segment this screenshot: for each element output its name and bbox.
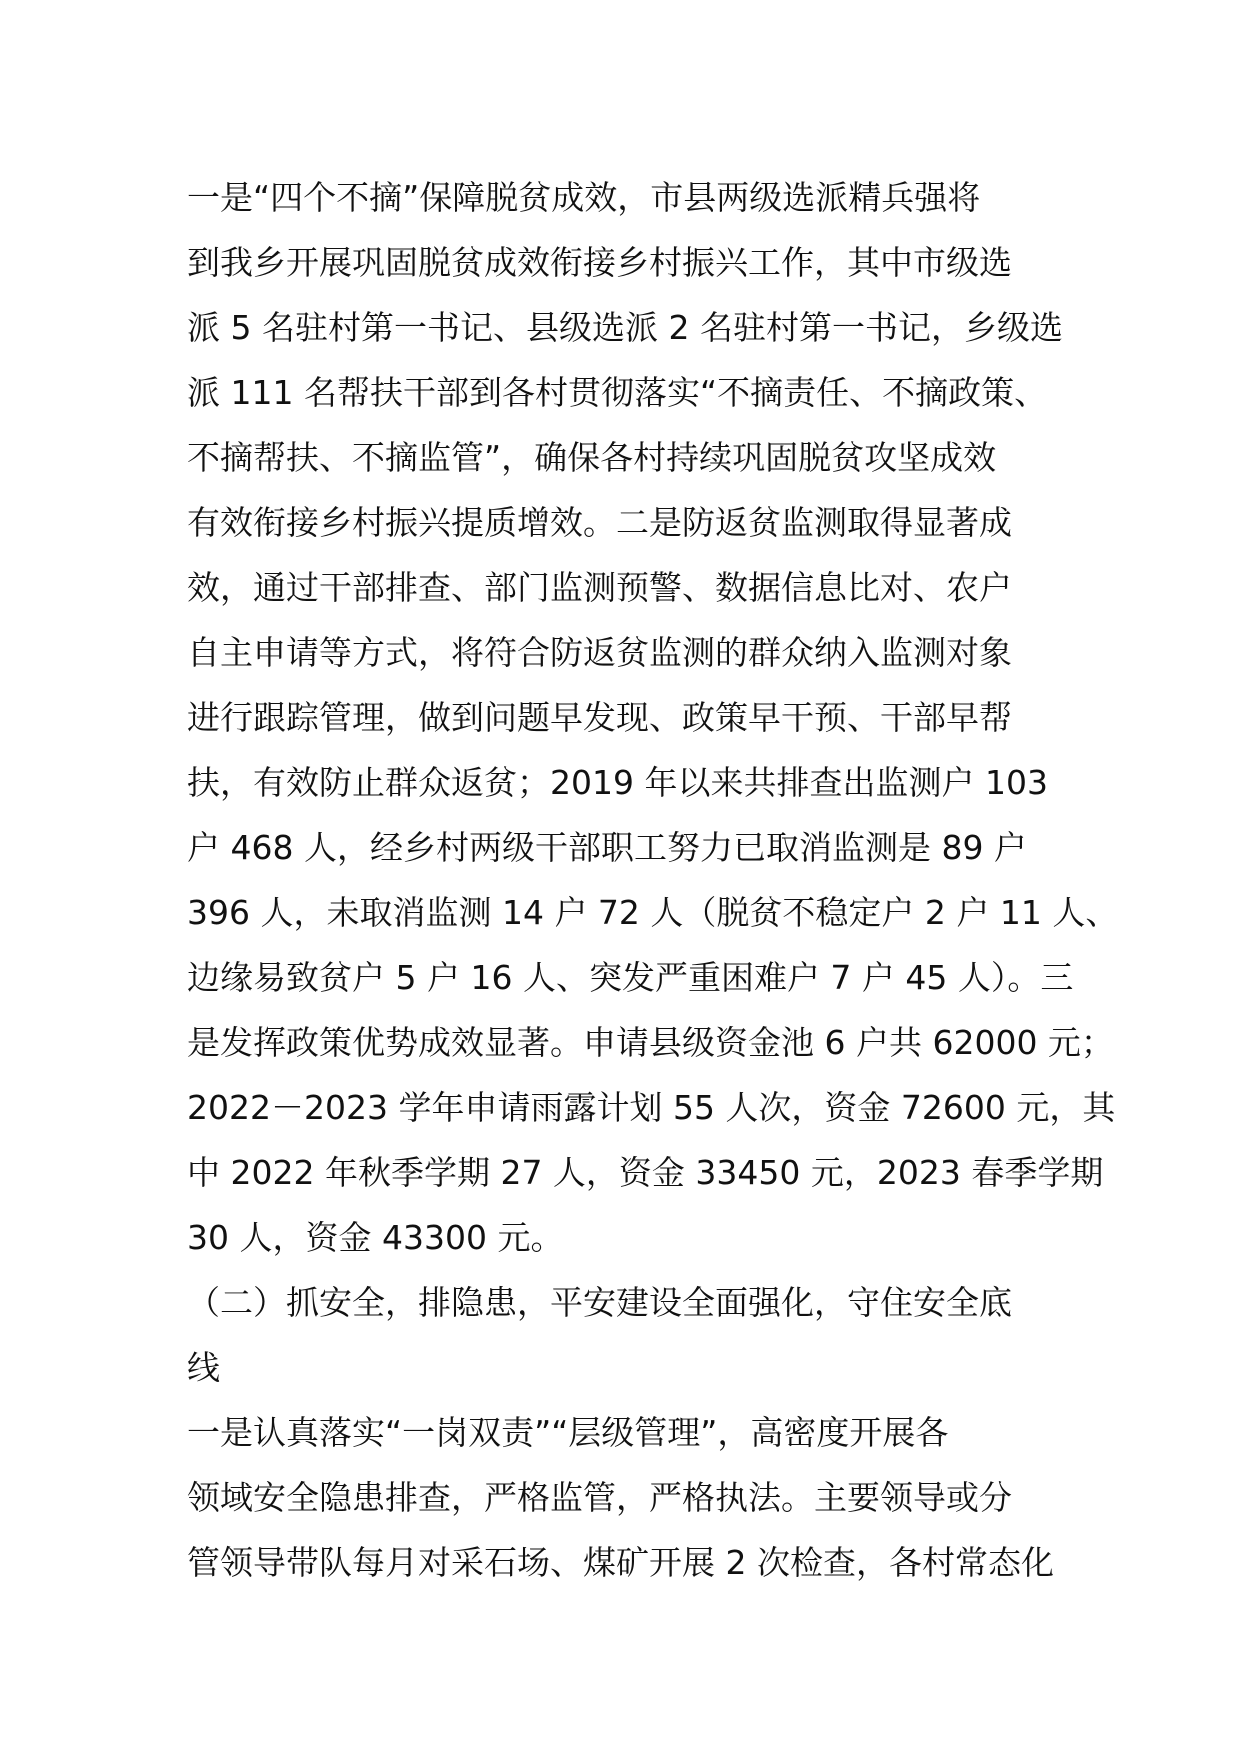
text-line: 效，通过干部排查、部门监测预警、数据信息比对、农户: [187, 568, 1012, 607]
text-line: 一是“四个不摘”保障脱贫成效，市县两级选派精兵强将: [187, 178, 981, 217]
text-line: 边缘易致贫户 5 户 16 人、突发严重困难户 7 户 45 人）。三: [187, 958, 1074, 997]
text-line: 2022－2023 学年申请雨露计划 55 人次，资金 72600 元，其: [187, 1088, 1116, 1127]
heading-line: 线: [187, 1348, 220, 1387]
text-line: 30 人，资金 43300 元。: [187, 1218, 564, 1257]
text-line: 不摘帮扶、不摘监管”，确保各村持续巩固脱贫攻坚成效: [187, 438, 997, 477]
paragraph-safety: [187, 1400, 1067, 1595]
text-line: 扶，有效防止群众返贫；2019 年以来共排查出监测户 103: [187, 763, 1048, 802]
text-line: 有效衔接乡村振兴提质增效。二是防返贫监测取得显著成: [187, 503, 1012, 542]
text-line: 到我乡开展巩固脱贫成效衔接乡村振兴工作，其中市级选: [187, 243, 1012, 282]
text-line: 派 5 名驻村第一书记、县级选派 2 名驻村第一书记，乡级选: [187, 308, 1063, 347]
section-heading-safety: [187, 1270, 1067, 1400]
text-line: 中 2022 年秋季学期 27 人，资金 33450 元，2023 春季学期: [187, 1153, 1104, 1192]
text-line: 进行跟踪管理，做到问题早发现、政策早干预、干部早帮: [187, 698, 1012, 737]
text-line: 自主申请等方式，将符合防返贫监测的群众纳入监测对象: [187, 633, 1012, 672]
text-line: 户 468 人，经乡村两级干部职工努力已取消监测是 89 户: [187, 828, 1027, 867]
text-line: 是发挥政策优势成效显著。申请县级资金池 6 户共 62000 元；: [187, 1023, 1114, 1062]
text-line: 396 人，未取消监测 14 户 72 人（脱贫不稳定户 2 户 11 人、: [187, 893, 1119, 932]
heading-line: （二）抓安全，排隐患，平安建设全面强化，守住安全底: [187, 1283, 1012, 1322]
text-line: 领域安全隐患排查，严格监管，严格执法。主要领导或分: [187, 1478, 1012, 1517]
text-line: 派 111 名帮扶干部到各村贯彻落实“不摘责任、不摘政策、: [187, 373, 1048, 412]
paragraph-poverty-alleviation: [187, 165, 1119, 1270]
document-body: [187, 165, 1119, 1595]
text-line: 一是认真落实“一岗双责”“层级管理”，高密度开展各: [187, 1413, 949, 1452]
text-line: 管领导带队每月对采石场、煤矿开展 2 次检查，各村常态化: [187, 1543, 1054, 1582]
